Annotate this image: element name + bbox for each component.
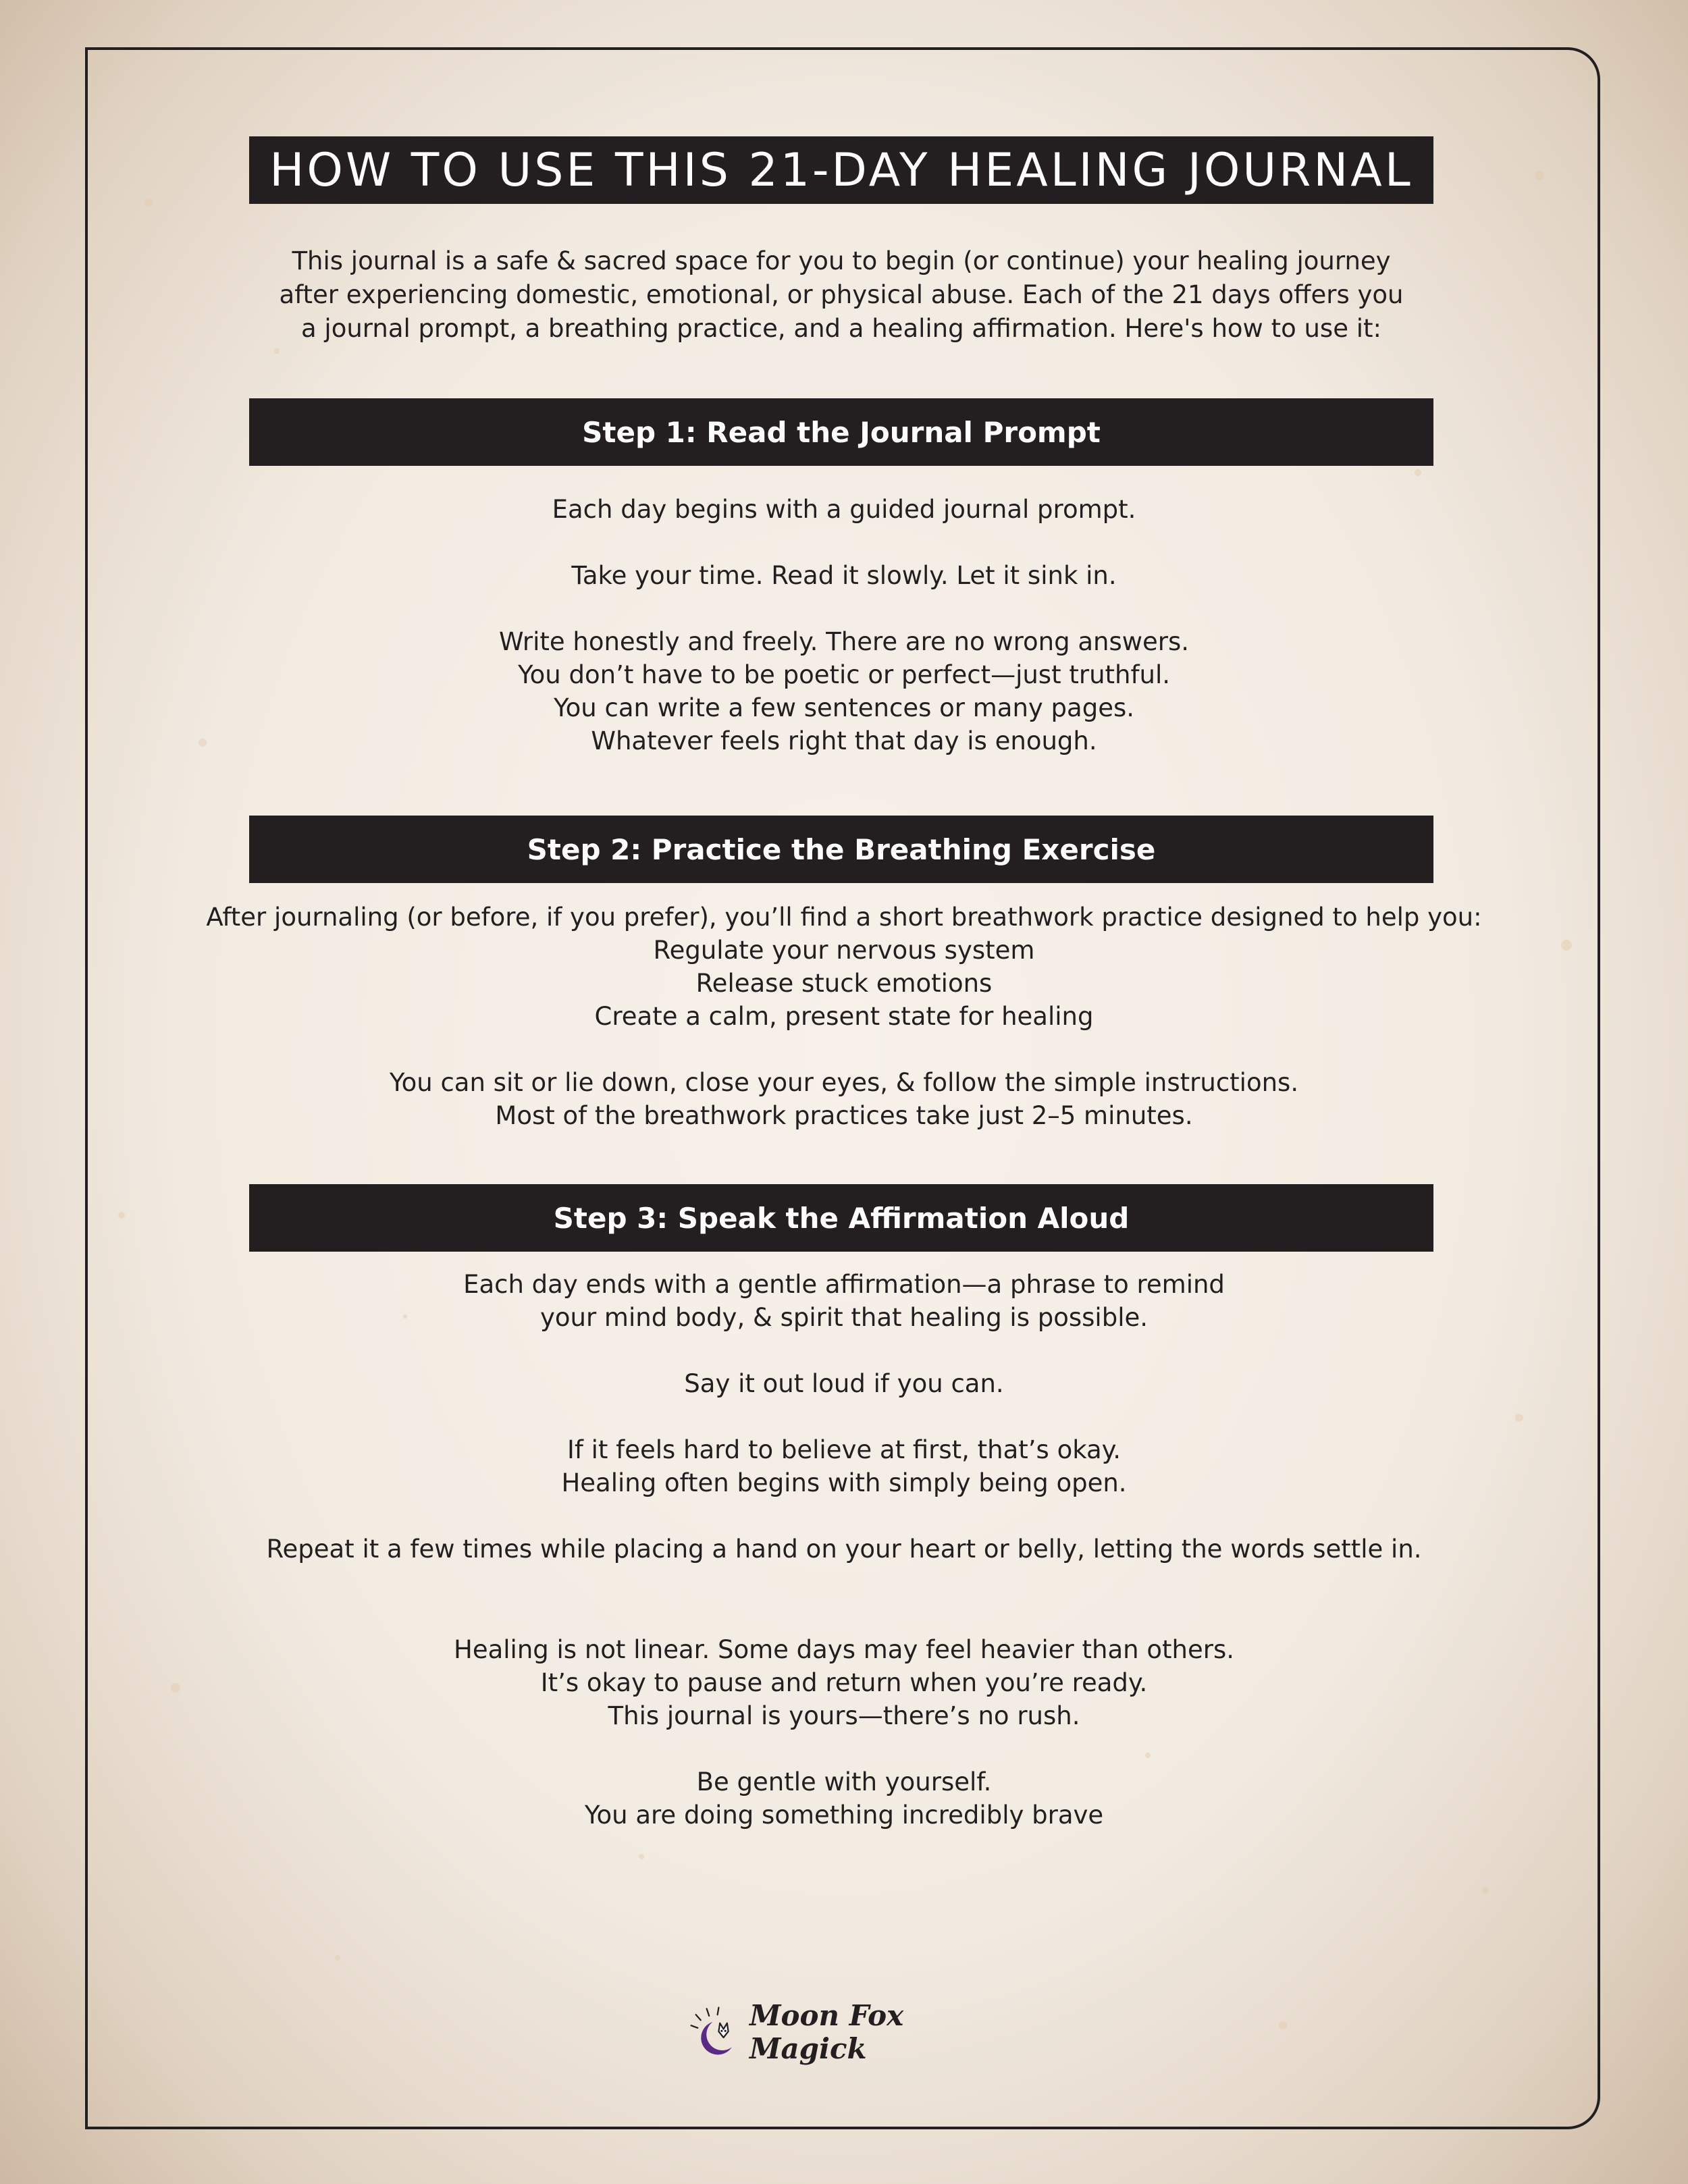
closing-line: Be gentle with yourself. (696, 1767, 992, 1796)
step1-line: Take your time. Read it slowly. Let it sink in. (571, 561, 1117, 590)
brand-name: Moon Fox Magick (749, 1999, 904, 2065)
step1-line: Whatever feels right that day is enough. (591, 726, 1097, 755)
closing-line: It’s okay to pause and return when you’re ready. (540, 1668, 1148, 1697)
step3-line: Say it out loud if you can. (684, 1369, 1004, 1398)
step3-line: Healing often begins with simply being open. (561, 1468, 1127, 1497)
step2-body (169, 901, 1519, 1132)
step3-heading: Step 3: Speak the Affirmation Aloud (249, 1184, 1433, 1252)
step1-heading: Step 1: Read the Journal Prompt (249, 398, 1433, 466)
step3-line: your mind body, & spirit that healing is possible. (539, 1303, 1149, 1332)
step2-line: You can sit or lie down, close your eyes, & follow the simple instructions. (389, 1068, 1299, 1097)
closing-line: You are doing something incredibly brave (584, 1801, 1104, 1830)
step1-line: You can write a few sentences or many pages. (553, 693, 1135, 722)
step2-line: Create a calm, present state for healing (594, 1002, 1094, 1031)
brand-logo (689, 1992, 999, 2073)
step3-line: Each day ends with a gentle affirmation—a phrase to remind (463, 1270, 1225, 1299)
closing-message (169, 1633, 1519, 1832)
closing-line: Healing is not linear. Some days may feel heavier than others. (454, 1635, 1234, 1664)
step2-line: After journaling (or before, if you prefer), you’ll find a short breathwork practice designed to help you: (206, 903, 1482, 932)
step2-heading: Step 2: Practice the Breathing Exercise (249, 816, 1433, 883)
moon-fox-icon (689, 2002, 743, 2062)
step2-line: Release stuck emotions (695, 969, 993, 998)
step2-line: Regulate your nervous system (653, 936, 1035, 965)
intro-line: after experiencing domestic, emotional, or physical abuse. Each of the 21 days offers you (279, 280, 1404, 309)
page-title: HOW TO USE THIS 21-DAY HEALING JOURNAL (249, 136, 1433, 204)
step2-line: Most of the breathwork practices take just 2–5 minutes. (495, 1101, 1193, 1130)
step3-line: If it feels hard to believe at first, that’s okay. (566, 1435, 1122, 1464)
step1-body (169, 493, 1519, 757)
step3-line: Repeat it a few times while placing a hand on your heart or belly, letting the words settle in. (266, 1535, 1422, 1564)
step3-body (169, 1268, 1519, 1566)
step1-line: Write honestly and freely. There are no wrong answers. (498, 627, 1190, 656)
closing-line: This journal is yours—there’s no rush. (608, 1701, 1080, 1730)
step1-line: You don’t have to be poetic or perfect—just truthful. (517, 660, 1170, 689)
step1-line: Each day begins with a guided journal prompt. (552, 495, 1136, 524)
intro-line: This journal is a safe & sacred space for you to begin (or continue) your healing journey (292, 246, 1391, 275)
intro-line: a journal prompt, a breathing practice, and a healing affirmation. Here's how to use it: (301, 314, 1381, 343)
intro-paragraph (249, 244, 1433, 346)
